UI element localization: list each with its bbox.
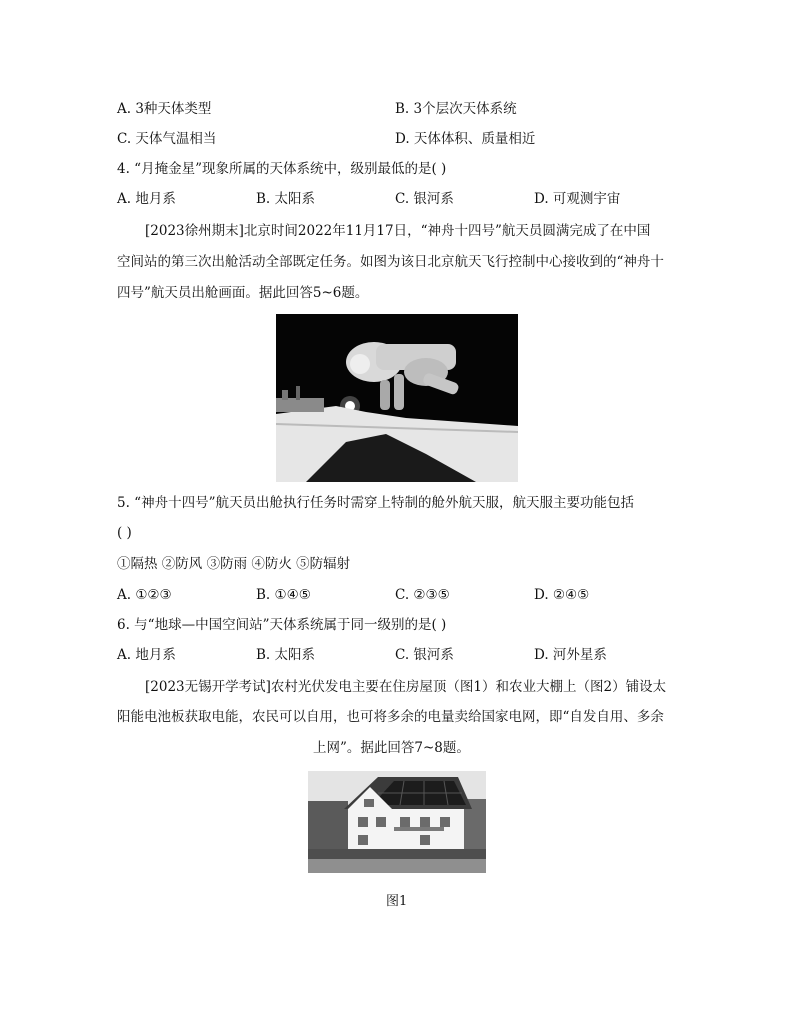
q5-option-a: A. ①②③ [117,587,172,603]
q3-option-d: D. 天体体积、质量相近 [395,131,536,147]
passage2-line1: [2023无锡开学考试]农村光伏发电主要在住房屋顶（图1）和农业大棚上（图2）铺设太 [145,679,667,695]
q6-stem: 6. 与“地球—中国空间站”天体系统属于同一级别的是( ) [117,617,447,633]
q6-option-b: B. 太阳系 [256,647,316,663]
passage1-line2: 空间站的第三次出舱活动全部既定任务。如图为该日北京航天飞行控制中心接收到的“神舟十 [117,254,664,270]
q5-answer-paren: ( ) [117,525,132,541]
q6-option-d: D. 河外星系 [534,647,607,663]
q4-option-c: C. 银河系 [395,191,454,207]
q5-option-c: C. ②③⑤ [395,587,450,603]
q4-option-a: A. 地月系 [117,191,176,207]
q6-option-c: C. 银河系 [395,647,454,663]
q4-option-d: D. 可观测宇宙 [534,191,621,207]
passage2-line3: 上网”。据此回答7~8题。 [313,740,470,756]
astronaut-spacewalk-photo [276,314,518,482]
passage1-line3: 四号”航天员出舱画面。据此回答5~6题。 [117,285,369,301]
q3-option-a: A. 3种天体类型 [117,101,212,117]
q5-items: ①隔热 ②防风 ③防雨 ④防火 ⑤防辐射 [117,556,351,572]
passage2-line2: 阳能电池板获取电能，农民可以自用，也可将多余的电量卖给国家电网，即“自发自用、多余 [117,709,664,725]
q5-option-b: B. ①④⑤ [256,587,311,603]
solar-roof-house-photo [308,771,486,873]
q4-option-b: B. 太阳系 [256,191,316,207]
q5-option-d: D. ②④⑤ [534,587,590,603]
q4-stem: 4. “月掩金星”现象所属的天体系统中，级别最低的是( ) [117,161,447,177]
q3-option-c: C. 天体气温相当 [117,131,217,147]
passage1-line1: [2023徐州期末]北京时间2022年11月17日，“神舟十四号”航天员圆满完成了在中国 [145,223,651,239]
q6-option-a: A. 地月系 [117,647,176,663]
q5-stem: 5. “神舟十四号”航天员出舱执行任务时需穿上特制的舱外航天服，航天服主要功能包括 [117,495,634,511]
q3-option-b: B. 3个层次天体系统 [395,101,517,117]
figure1-caption: 图1 [386,894,408,909]
